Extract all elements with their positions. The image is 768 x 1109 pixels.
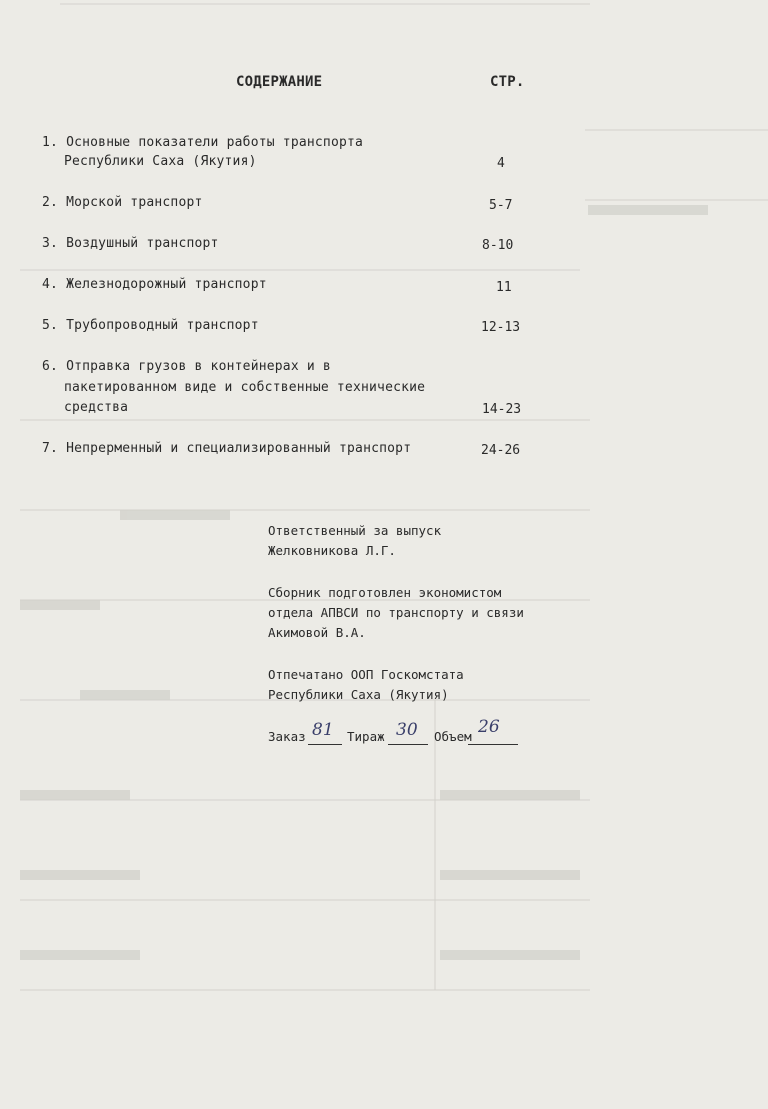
toc-item-text: 7. Непрерменный и специализированный транспорт bbox=[42, 441, 412, 456]
responsible-label: Ответственный за выпуск bbox=[268, 523, 442, 538]
toc-item-text: 3. Воздушный транспорт bbox=[42, 236, 219, 251]
volume-value: 26 bbox=[478, 717, 500, 737]
toc-item-text: средства bbox=[64, 400, 129, 415]
order-underline bbox=[308, 744, 342, 745]
toc-item-page: 8-10 bbox=[482, 238, 514, 253]
toc-item-text: 4. Железнодорожный транспорт bbox=[42, 277, 267, 292]
prepared-by-line: Акимовой В.А. bbox=[268, 625, 366, 640]
toc-item-text: Республики Саха (Якутия) bbox=[64, 154, 257, 169]
volume-label: Объем bbox=[434, 729, 472, 744]
print-run-underline bbox=[388, 744, 428, 745]
contents-heading: СОДЕРЖАНИЕ bbox=[236, 74, 323, 90]
prepared-by-line: отдела АПВСИ по транспорту и связи bbox=[268, 605, 524, 620]
toc-item-text: 5. Трубопроводный транспорт bbox=[42, 318, 259, 333]
printed-by-line: Отпечатано ООП Госкомстата bbox=[268, 667, 464, 682]
prepared-by-line: Сборник подготовлен экономистом bbox=[268, 585, 502, 600]
toc-item-text: 2. Морской транспорт bbox=[42, 195, 203, 210]
toc-item-page: 11 bbox=[496, 280, 512, 295]
toc-item-text: пакетированном виде и собственные технические bbox=[64, 380, 426, 395]
order-label: Заказ bbox=[268, 729, 306, 744]
volume-underline bbox=[468, 744, 518, 745]
toc-item-page: 14-23 bbox=[482, 402, 522, 417]
toc-item-text: 6. Отправка грузов в контейнерах и в bbox=[42, 359, 331, 374]
toc-item-page: 12-13 bbox=[481, 320, 521, 335]
print-run-label: Тираж bbox=[347, 729, 385, 744]
printed-by-line: Республики Саха (Якутия) bbox=[268, 687, 449, 702]
toc-item-page: 5-7 bbox=[489, 198, 513, 213]
toc-item-text: 1. Основные показатели работы транспорта bbox=[42, 135, 364, 150]
toc-item-page: 4 bbox=[497, 156, 505, 171]
page-column-heading: СТР. bbox=[490, 74, 525, 90]
print-run-value: 30 bbox=[396, 720, 418, 740]
order-value: 81 bbox=[312, 720, 334, 740]
responsible-name: Желковникова Л.Г. bbox=[268, 543, 396, 558]
toc-item-page: 24-26 bbox=[481, 443, 521, 458]
